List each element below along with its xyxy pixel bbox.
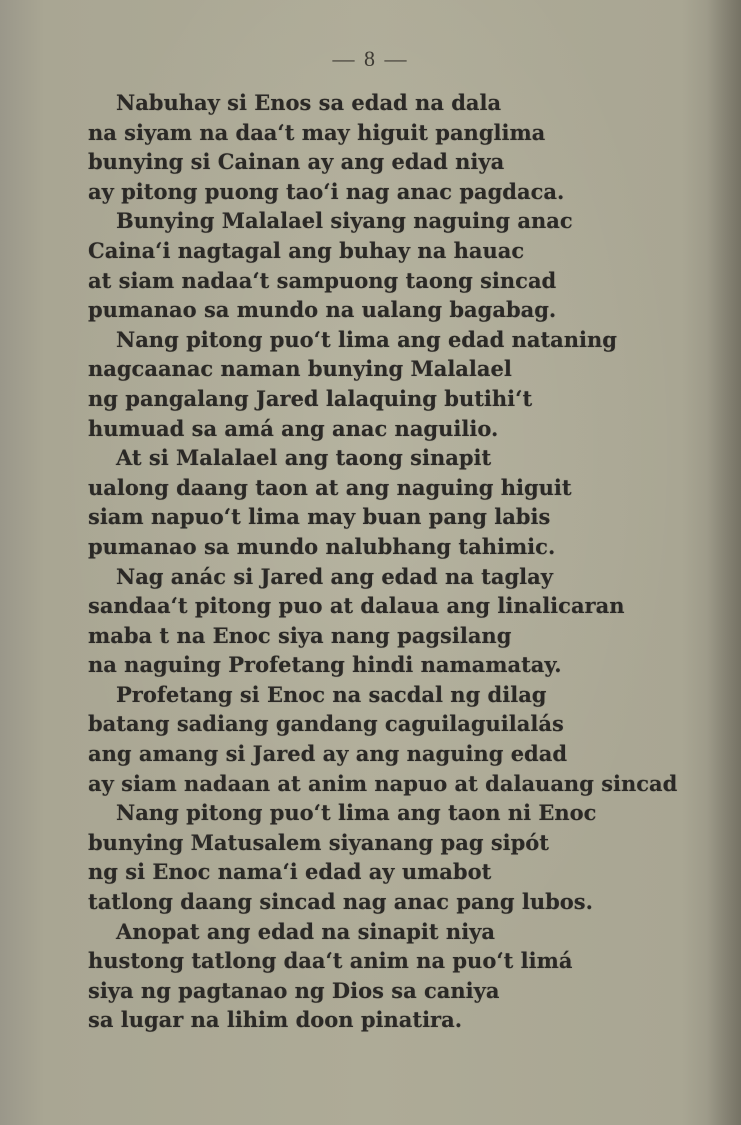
verse-text (88, 88, 698, 1035)
verse-line: Anopat ang edad na sinapit niya (116, 918, 495, 944)
verse-line: bunying si Cainan ay ang edad niya (88, 149, 505, 175)
verse-line: na naguing Profetang hindi namamatay. (88, 652, 562, 678)
verse-line: tatlong daang sincad nag anac pang lubos. (88, 889, 593, 915)
verse-line: ang amang si Jared ay ang naguing edad (88, 741, 568, 767)
verse-line: humuad sa amá ang anac naguilio. (88, 415, 499, 441)
verse-line: batang sadiang gandang caguilaguilalás (88, 711, 564, 737)
verse-line: maba t na Enoc siya nang pagsilang (88, 622, 512, 648)
verse-line: ay siam nadaan at anim napuo at dalauang sincad (88, 770, 678, 796)
verse-line: ng pangalang Jared lalaquing butihi‘t (88, 385, 533, 411)
verse-line: na siyam na daa‘t may higuit panglima (88, 119, 546, 145)
verse-line: At si Malalael ang taong sinapit (116, 445, 492, 471)
verse-line: bunying Matusalem siyanang pag sipót (88, 829, 550, 855)
page-number: — 8 — (332, 46, 409, 71)
verse-line: nagcaanac naman bunying Malalael (88, 356, 512, 382)
verse-line: pumanao sa mundo nalubhang tahimic. (88, 533, 556, 559)
verse-line: Profetang si Enoc na sacdal ng dilag (116, 681, 547, 707)
verse-line: siya ng pagtanao ng Dios sa caniya (88, 977, 500, 1003)
verse-line: pumanao sa mundo na ualang bagabag. (88, 297, 557, 323)
verse-line: siam napuo‘t lima may buan pang labis (88, 504, 551, 530)
page-spine-shadow (707, 0, 741, 1125)
verse-line: ng si Enoc nama‘i edad ay umabot (88, 859, 492, 885)
verse-line: Nag anác si Jared ang edad na taglay (116, 563, 553, 589)
verse-line: Nang pitong puo‘t lima ang taon ni Enoc (116, 800, 597, 826)
verse-line: Nang pitong puo‘t lima ang edad nataning (116, 326, 617, 352)
verse-line: Nabuhay si Enos sa edad na dala (116, 90, 502, 115)
verse-line: sandaa‘t pitong puo at dalaua ang linalicaran (88, 593, 625, 619)
verse-line: ay pitong puong tao‘i nag anac pagdaca. (88, 178, 565, 204)
verse-line: Caina‘i nagtagal ang buhay na hauac (88, 237, 525, 263)
verse-line: ualong daang taon at ang naguing higuit (88, 474, 572, 500)
verse-line: Bunying Malalael siyang naguing anac (116, 208, 573, 234)
verse-line: hustong tatlong daa‘t anim na puo‘t limá (88, 948, 573, 974)
verse-line: at siam nadaa‘t sampuong taong sincad (88, 267, 557, 293)
verse-line: sa lugar na lihim doon pinatira. (88, 1007, 463, 1033)
